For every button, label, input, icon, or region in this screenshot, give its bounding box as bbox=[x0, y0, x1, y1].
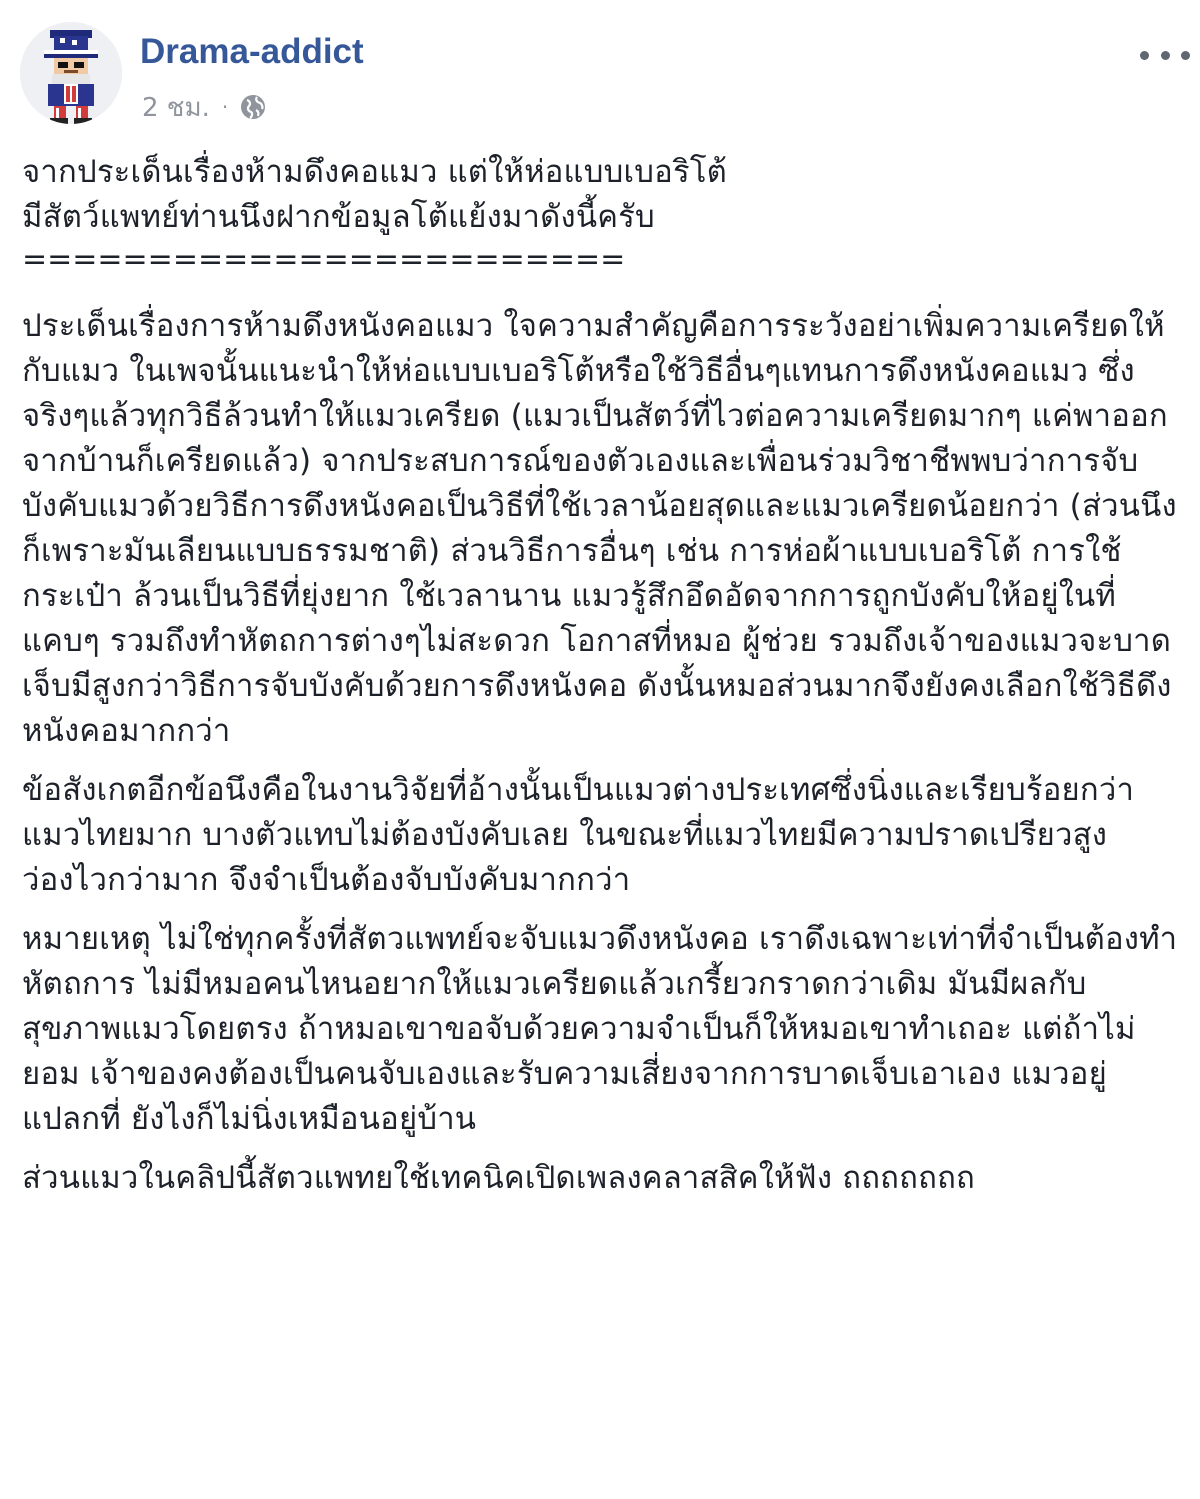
post-header bbox=[20, 22, 1190, 132]
post-timestamp[interactable]: 2 ชม. bbox=[142, 92, 210, 123]
page-name-link[interactable]: Drama-addict bbox=[140, 32, 364, 71]
more-dot bbox=[1140, 51, 1149, 60]
more-dot bbox=[1161, 51, 1170, 60]
body-paragraph-4: ส่วนแมวในคลิปนี้สัตวแพทยใช้เทคนิคเปิดเพลงคลาสสิคให้ฟัง ถถถถถถถ bbox=[22, 1160, 976, 1196]
meta-separator: · bbox=[221, 95, 229, 119]
body-paragraph-3: หมายเหตุ ไม่ใช่ทุกครั้งที่สัตวแพทย์จะจับแมวดึงหนังคอ เราดึงเฉพาะเท่าที่จำเป็นต้องทำหัตถการ ไม่มีหมอคนไหนอยากให้แมวเครียดแล้วเกรี้ยวกราดกว่าเดิม มันมีผลกับสุขภาพแมวโดยตรง ถ้าหมอเขาขอจับด้วยความจำเป็นก็ให้หมอเขาทำเถอะ แต่ถ้าไม่ยอม เจ้าของคงต้องเป็นคนจับเองและรับความเสี่ยงจากการบาดเจ็บเอาเอง แมวอยู่แปลกที่ ยังไงก็ไม่นิ่งเหมือนอยู่บ้าน bbox=[22, 921, 1178, 1137]
more-options-icon[interactable] bbox=[1140, 40, 1190, 70]
globe-icon[interactable] bbox=[238, 92, 268, 122]
more-dot bbox=[1181, 51, 1190, 60]
intro-paragraph: จากประเด็นเรื่องห้ามดึงคอแมว แต่ให้ห่อแบบเบอริโต้ มีสัตว์แพทย์ท่านนึงฝากข้อมูลโต้แย้งมาดังนี้ครับ bbox=[22, 154, 728, 235]
avatar[interactable] bbox=[20, 22, 122, 124]
divider-text: ======================== bbox=[22, 242, 626, 277]
post-meta bbox=[142, 90, 268, 124]
body-paragraph-1: ประเด็นเรื่องการห้ามดึงหนังคอแมว ใจความสำคัญคือการระวังอย่าเพิ่มความเครียดให้กับแมว ในเพจนั้นแนะนำให้ห่อแบบเบอริโต้หรือใช้วิธีอื่นๆแทนการดึงหนังคอแมว ซึ่งจริงๆแล้วทุกวิธีล้วนทำให้แมวเครียด (แมวเป็นสัตว์ที่ไวต่อความเครียดมากๆ แค่พาออกจากบ้านก็เครียดแล้ว) จากประสบการณ์ของตัวเองและเพื่อนร่วมวิชาชีพพบว่าการจับบังคับแมวด้วยวิธีการดึงหนังคอเป็นวิธีที่ใช้เวลาน้อยสุดและแมวเครียดน้อยกว่า (ส่วนนึงก็เพราะมันเลียนแบบธรรมชาติ) ส่วนวิธีการอื่นๆ เช่น การห่อผ้าแบบเบอริโต้ การใช้กระเป๋า ล้วนเป็นวิธีที่ยุ่งยาก ใช้เวลานาน แมวรู้สึกอึดอัดจากการถูกบังคับให้อยู่ในที่แคบๆ รวมถึงทำหัตถการต่างๆไม่สะดวก โอกาสที่หมอ ผู้ช่วย รวมถึงเจ้าของแมวจะบาดเจ็บมีสูงกว่าวิธีการจับบังคับด้วยการดึงหนังคอ ดังนั้นหมอส่วนมากจึงยังคงเลือกใช้วิธีดึงหนังคอมากกว่า bbox=[22, 308, 1177, 749]
uncle-sam-avatar-icon bbox=[20, 22, 122, 124]
body-paragraph-2: ข้อสังเกตอีกข้อนึงคือในงานวิจัยที่อ้างนั้นเป็นแมวต่างประเทศซึ่งนิ่งและเรียบร้อยกว่าแมวไทยมาก บางตัวแทบไม่ต้องบังคับเลย ในขณะที่แมวไทยมีความปราดเปรียวสูง ว่องไวกว่ามาก จึงจำเป็นต้องจับบังคับมากกว่า bbox=[22, 772, 1135, 898]
post-body bbox=[22, 150, 1182, 1201]
